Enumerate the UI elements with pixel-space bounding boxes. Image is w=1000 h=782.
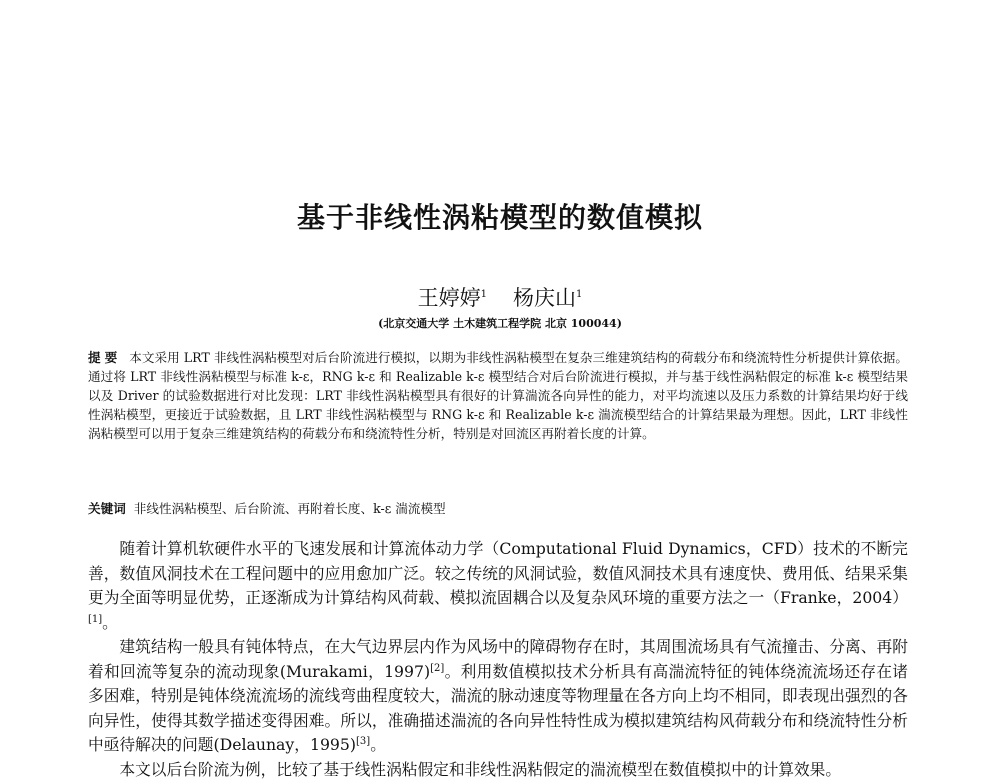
author-affil-mark: 1 <box>481 289 487 300</box>
paragraph-end: 。 <box>102 613 118 632</box>
citation-ref: [2] <box>430 662 444 673</box>
author-affil-mark: 1 <box>576 289 582 300</box>
body-paragraph <box>88 537 908 635</box>
affiliation: (北京交通大学 土木建筑工程学院 北京 100044) <box>0 315 1000 331</box>
paragraph-text: 本文以后台阶流为例，比较了基于线性涡粘假定和非线性涡粘假定的湍流模型在数值模拟中的计算效果。 <box>119 760 841 779</box>
abstract <box>88 348 908 443</box>
paragraph-text: 随着计算机软硬件水平的飞速发展和计算流体动力学（Computational Fluid Dynamics，CFD）技术的不断完善，数值风洞技术在工程问题中的应用愈加广泛。较之传统的风洞试验，数值风洞技术具有速度快、费用低、结果采集更为全面等明显优势，正逐渐成为计算结构风荷载、模拟流固耦合以及复杂风环境的重要方法之一（Franke，2004） <box>88 539 908 607</box>
body-paragraph <box>88 635 908 758</box>
body-paragraph <box>88 758 908 782</box>
paragraph-end: 。 <box>370 735 386 754</box>
abstract-text: 本文采用 LRT 非线性涡粘模型对后台阶流进行模拟，以期为非线性涡粘模型在复杂三维建筑结构的荷载分布和绕流特性分析提供计算依据。通过将 LRT 非线性涡粘模型与标准 k-ε，RNG k-ε 和 Realizable k-ε 模型结合对后台阶流进行模拟，并与基于线性涡粘假定的标准 k-ε 模型结果以及 Driver 的试验数据进行对比发现：LRT 非线性涡粘模型具有很好的计算湍流各向异性的能力，对平均流速以及压力系数的计算结果均好于线性涡粘模型，更接近于试验数据，且 LRT 非线性涡粘模型与 RNG k-ε 和 Realizable k-ε 湍流模型结合的计算结果最为理想。因此，LRT 非线性涡粘模型可以用于复杂三维建筑结构的荷载分布和绕流特性分析，特别是对回流区再附着长度的计算。 <box>88 350 908 441</box>
keywords <box>88 499 908 518</box>
keywords-label: 关键词 <box>88 501 126 516</box>
author-name: 杨庆山 <box>513 286 576 310</box>
citation-ref: [3] <box>356 736 370 747</box>
paragraph-text: 建筑结构一般具有钝体特点，在大气边界层内作为风场中的障碍物存在时，其周围流场具有气流撞击、分离、再附着和回流等复杂的流动现象(Murakami，1997) <box>88 637 908 681</box>
paragraph-text: 。利用数值模拟技术分析具有高湍流特征的钝体绕流流场还存在诸多困难，特别是钝体绕流流场的流线弯曲程度较大，湍流的脉动速度等物理量在各方向上均不相同，即表现出强烈的各向异性，使得其数学描述变得困难。所以，准确描述湍流的各向异性特性成为模拟建筑结构风荷载分布和绕流特性分析中亟待解决的问题(Delaunay，1995) <box>88 662 908 755</box>
keywords-text: 非线性涡粘模型、后台阶流、再附着长度、k-ε 湍流模型 <box>134 501 446 516</box>
body-text <box>88 537 908 782</box>
paper-title: 基于非线性涡粘模型的数值模拟 <box>0 196 1000 236</box>
author-line <box>0 282 1000 312</box>
citation-ref: [1] <box>88 613 102 624</box>
abstract-label: 提要 <box>88 350 121 365</box>
author-name: 王婷婷 <box>418 286 481 310</box>
